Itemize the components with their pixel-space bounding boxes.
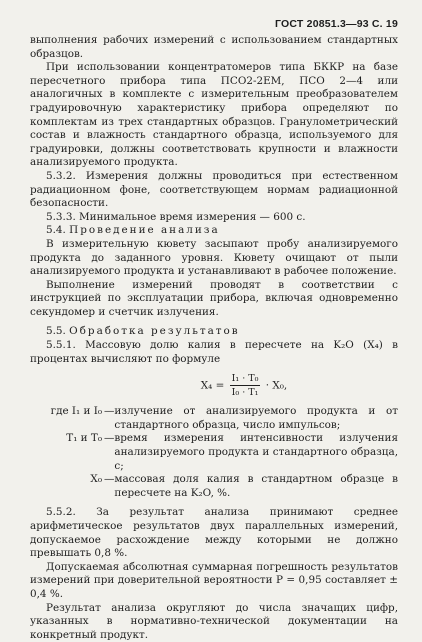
legend-text: время измерения интенсивности излучения анализируемого продукта и стандартного образца, с; (114, 432, 398, 472)
page-header: ГОСТ 20851.3—93 С. 19 (275, 18, 398, 30)
formula-fraction (230, 372, 261, 399)
section-number: 5.4. (46, 224, 66, 237)
formula-denominator: I₀ · T₁ (231, 387, 259, 399)
legend-dash: — (104, 473, 115, 486)
section-title: Проведение анализа (69, 224, 220, 237)
section-heading-5-4 (30, 224, 398, 238)
legend-text: излучение от анализируемого продукта и от стандартного образца, число импульсов; (114, 405, 398, 431)
paragraph-5-5-2: 5.5.2. За результат анализа принимают среднее арифметическое результатов двух параллельных измерений, допускаемое расхождение между которыми не должно превышать 0,8 %. (30, 506, 398, 560)
paragraph-calibration: При использовании концентратомеров типа БККР на базе пересчетного прибора типа ПСО2-2ЕМ, ПСО 2—4 или аналогичных в комплекте с измерительным преобразователем градуировочную характеристику прибора определяют по комплектам из трех стандартных образцов. Гранулометрический состав и влажность стандартного образца, используемого для градуировки, должны соответствовать крупности и влажности анализируемого продукта. (30, 61, 398, 169)
formula (90, 372, 398, 399)
formula-legend (30, 405, 398, 500)
formula-rhs: · X₀, (265, 379, 288, 392)
legend-text: массовая доля калия в стандартном образце в пересчете на K₂O, %. (114, 473, 398, 499)
section-number: 5.5. (46, 325, 66, 338)
section-title: Обработка результатов (69, 325, 240, 338)
paragraph-measurement: Выполнение измерений проводят в соответствии с инструкцией по эксплуатации прибора, включая одновременно секундомер и счетчик излучения. (30, 278, 398, 318)
legend-row (30, 405, 398, 432)
legend-symbol: T₁ и T₀ (66, 432, 102, 445)
legend-row (30, 473, 398, 500)
formula-lhs: X₄ = (200, 379, 225, 392)
formula-numerator: I₁ · T₀ (231, 373, 259, 385)
paragraph-5-5-1: 5.5.1. Массовую долю калия в пересчете на K₂O (X₄) в процентах вычисляют по формуле (30, 339, 398, 365)
paragraph-continuation: выполнения рабочих измерений с использованием стандартных образцов. (30, 34, 398, 60)
legend-symbol: где I₁ и I₀ (50, 405, 102, 418)
paragraph-5-3-2: 5.3.2. Измерения должны проводиться при естественном радиационном фоне, соответствующем нормам радиационной безопасности. (30, 169, 398, 210)
section-heading-5-5 (30, 325, 398, 339)
legend-row (30, 432, 398, 473)
paragraph-sample-loading: В измерительную кювету засыпают пробу анализируемого продукта до заданного уровня. Кювету очищают от пыли анализируемого продукта и устанавливают в рабочее положение. (30, 237, 398, 278)
legend-symbol: X₀ (90, 473, 102, 486)
legend-dash: — (104, 405, 115, 418)
legend-dash: — (104, 432, 115, 445)
paragraph-5-3-3: 5.3.3. Минимальное время измерения — 600 с. (46, 210, 306, 223)
paragraph-error: Допускаемая абсолютная суммарная погрешность результатов измерений при доверительной вероятности P = 0,95 составляет ± 0,4 %. (30, 560, 398, 600)
paragraph-rounding: Результат анализа округляют до числа значащих цифр, указанных в нормативно-технической документации на конкретный продукт. (30, 601, 398, 641)
